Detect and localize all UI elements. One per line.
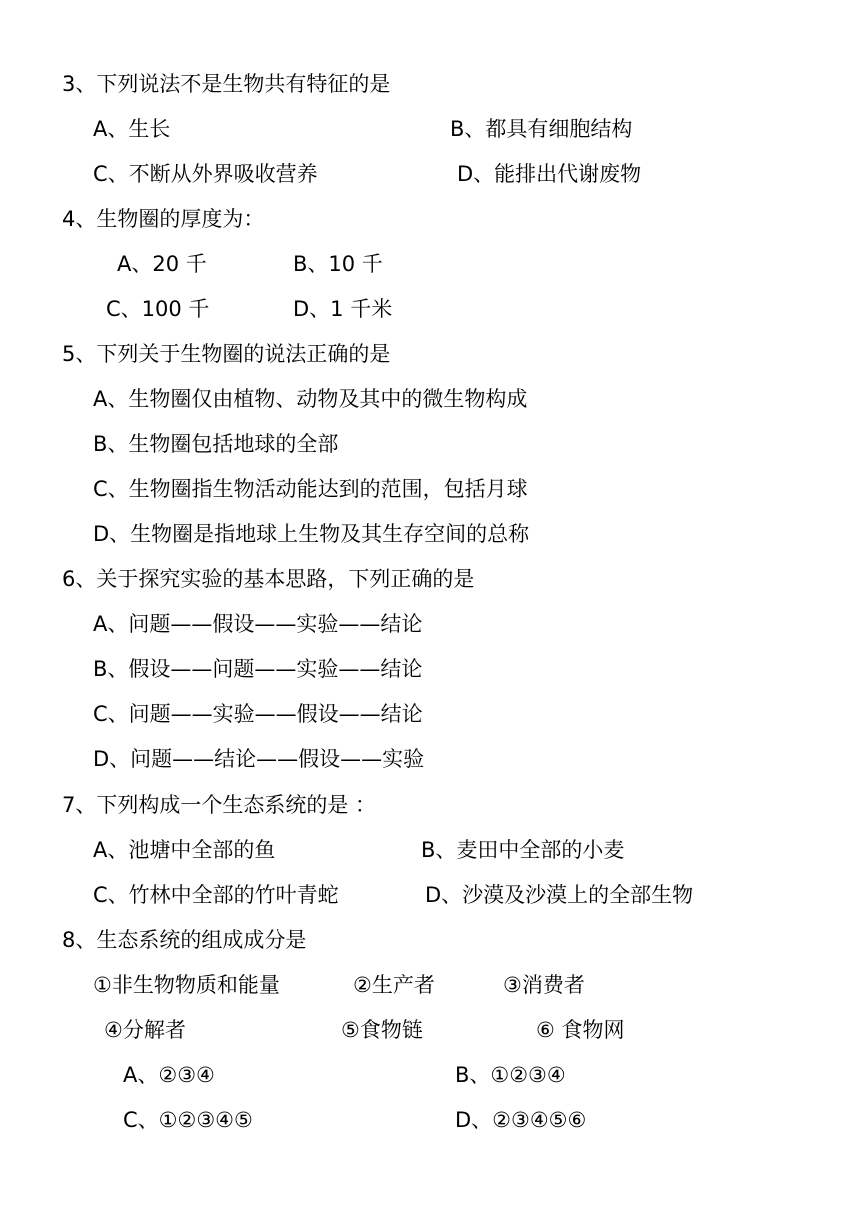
- question-8-stem: 8、生态系统的组成成分是: [62, 928, 307, 952]
- question-8-option-c: C、①②③④⑤: [123, 1108, 253, 1132]
- question-8-component-2: ②生产者: [353, 973, 435, 997]
- question-8-option-d: D、②③④⑤⑥: [455, 1108, 587, 1132]
- question-6-option-a: A、问题——假设——实验——结论: [93, 612, 423, 636]
- question-3-stem: 3、下列说法不是生物共有特征的是: [62, 72, 391, 96]
- question-8-option-a: A、②③④: [123, 1063, 215, 1087]
- question-4-option-d: D、1 千米: [293, 297, 393, 321]
- question-6-option-c: C、问题——实验——假设——结论: [93, 702, 423, 726]
- question-3-option-d: D、能排出代谢废物: [457, 162, 642, 186]
- question-6-stem: 6、关于探究实验的基本思路，下列正确的是: [62, 567, 475, 591]
- question-7-stem: 7、下列构成一个生态系统的是 ：: [62, 793, 377, 817]
- question-8-option-b: B、①②③④: [455, 1063, 566, 1087]
- question-4-option-b: B、10 千: [293, 252, 383, 276]
- question-8-component-1: ①非生物物质和能量: [93, 973, 280, 997]
- question-6-option-d: D、问题——结论——假设——实验: [93, 747, 425, 771]
- question-5-option-d: D、生物圈是指地球上生物及其生存空间的总称: [93, 522, 530, 546]
- question-5-stem: 5、下列关于生物圈的说法正确的是: [62, 342, 391, 366]
- question-3-option-c: C、不断从外界吸收营养: [93, 162, 318, 186]
- question-5-option-a: A、生物圈仅由植物、动物及其中的微生物构成: [93, 387, 528, 411]
- question-6-option-b: B、假设——问题——实验——结论: [93, 657, 423, 681]
- question-7-option-a: A、池塘中全部的鱼: [93, 838, 276, 862]
- question-8-component-5: ⑤食物链: [341, 1018, 423, 1042]
- question-4-option-a: A、20 千: [117, 252, 207, 276]
- question-8-component-3: ③消费者: [503, 973, 585, 997]
- question-3-option-b: B、都具有细胞结构: [450, 117, 633, 141]
- question-4-stem: 4、生物圈的厚度为：: [62, 207, 265, 231]
- question-5-option-b: B、生物圈包括地球的全部: [93, 432, 339, 456]
- question-4-option-c: C、100 千: [106, 297, 210, 321]
- question-8-component-6: ⑥ 食物网: [536, 1018, 625, 1042]
- question-8-component-4: ④分解者: [104, 1018, 186, 1042]
- question-7-option-d: D、沙漠及沙漠上的全部生物: [425, 883, 694, 907]
- question-7-option-c: C、竹林中全部的竹叶青蛇: [93, 883, 339, 907]
- question-3-option-a: A、生长: [93, 117, 171, 141]
- question-5-option-c: C、生物圈指生物活动能达到的范围，包括月球: [93, 477, 528, 501]
- question-7-option-b: B、麦田中全部的小麦: [421, 838, 625, 862]
